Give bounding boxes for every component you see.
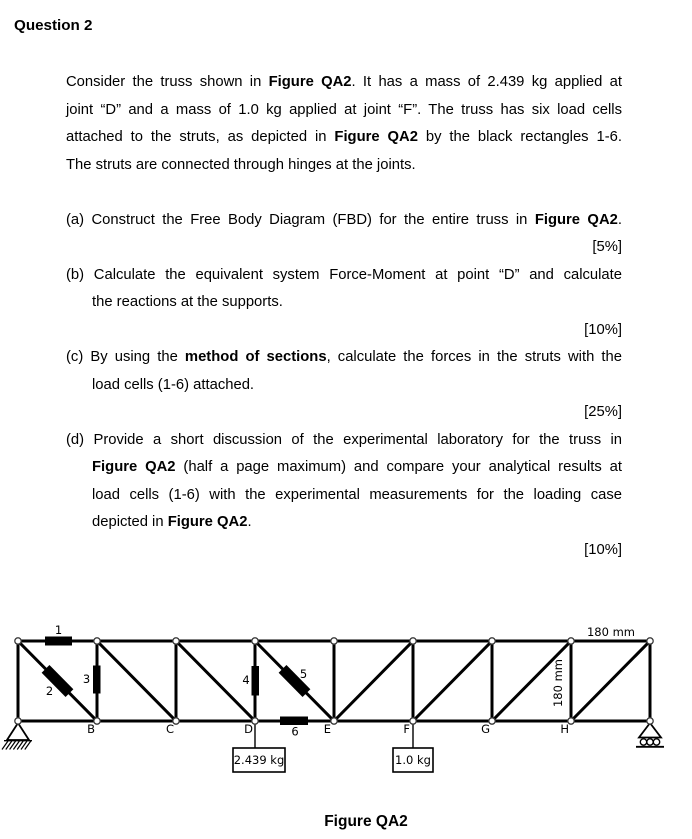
intro-text: Consider the truss shown in (66, 74, 269, 90)
figure-ref: Figure QA2 (167, 514, 248, 530)
intro-text: by the black rectangles 1-6. (417, 129, 622, 145)
diagonal-member-5 (334, 641, 413, 721)
load-cell-label-5: 5 (299, 667, 308, 681)
load-cell-1 (45, 637, 72, 646)
mark-b: [10%] (584, 321, 622, 338)
mass-label-f: 1.0 kg (395, 753, 431, 767)
mark-d: [10%] (584, 541, 622, 558)
joint-circle (410, 638, 416, 644)
joint-circle (252, 638, 258, 644)
dimension-label-top: 180 mm (586, 625, 636, 639)
question-item-c (66, 344, 622, 399)
joint-label-f: F (403, 722, 410, 736)
question-item-a (66, 207, 622, 235)
mass-label-d: 2.439 kg (233, 753, 285, 767)
pin-support-hatching (2, 741, 31, 750)
intro-line-3 (66, 124, 622, 152)
item-d-text: (half a page maximum) and compare your analytical results at (175, 459, 622, 475)
item-b-line-1: (b) Calculate the equivalent system Force-Moment at point “D” and calculate (66, 266, 622, 283)
intro-line-1 (66, 69, 622, 97)
joint-label-g: G (481, 722, 490, 736)
item-a-line-1 (66, 207, 622, 235)
method-of-sections-emphasis: method of sections (184, 349, 327, 365)
diagonal-member-2 (97, 641, 176, 721)
load-cell-label-2: 2 (45, 684, 54, 698)
question-item-d (66, 427, 622, 537)
load-cell-4 (252, 666, 260, 696)
item-c-line-1 (66, 344, 622, 372)
item-d-line-1: (d) Provide a short discussion of the experimental laboratory for the truss in (66, 431, 622, 448)
dimension-label-side: 180 mm (551, 658, 565, 708)
item-d-line-2 (66, 454, 622, 482)
item-c-text: (c) By using the (66, 349, 185, 365)
figure-ref: Figure QA2 (534, 211, 618, 228)
joint-circle (173, 638, 179, 644)
roller-support-triangle (639, 723, 661, 738)
pin-support-triangle (7, 723, 29, 740)
question-title: Question 2 (14, 17, 93, 34)
load-cell-label-3: 3 (82, 672, 91, 686)
mark-c: [25%] (584, 404, 622, 420)
joint-label-b: B (87, 722, 95, 736)
joint-circle (647, 638, 653, 644)
joint-label-c: C (165, 722, 174, 736)
item-c-text: , calculate the forces in the struts with the (326, 349, 622, 365)
figure-ref: Figure QA2 (334, 129, 418, 145)
intro-paragraph (66, 69, 622, 179)
truss-figure (0, 612, 692, 790)
roller-circle (647, 739, 653, 745)
load-cell-3 (93, 666, 101, 694)
item-a-text: (a) Construct the Free Body Diagram (FBD) for the entire truss in (66, 211, 535, 228)
roller-circle (653, 739, 659, 745)
figure-caption: Figure QA2 (324, 813, 408, 830)
joint-label-d: D (244, 722, 253, 736)
joint-circle (15, 638, 21, 644)
load-cell-label-1: 1 (54, 623, 63, 637)
diagonal-member-8 (571, 641, 650, 721)
joint-circle (331, 638, 337, 644)
joint-label-e: E (323, 722, 331, 736)
joint-circle-e (331, 718, 337, 724)
figure-ref: Figure QA2 (92, 459, 176, 475)
mark-a: [5%] (592, 239, 622, 255)
joint-circle (94, 638, 100, 644)
joint-circle-right (647, 718, 653, 724)
joint-label-h: H (560, 722, 569, 736)
load-cell-label-4: 4 (242, 673, 250, 687)
pin-support (2, 723, 32, 750)
item-d-line-4 (66, 509, 622, 537)
load-cell-label-6: 6 (291, 724, 299, 739)
item-a-text: . (617, 211, 622, 228)
item-d-line-3: load cells (1-6) with the experimental measurements for the loading case (92, 486, 622, 503)
joint-circle (489, 638, 495, 644)
intro-line-2: joint “D” and a mass of 1.0 kg applied at joint “F”. The truss has six load cells (66, 101, 622, 118)
roller-circle (640, 739, 646, 745)
figure-ref: Figure QA2 (268, 74, 352, 90)
intro-text: attached to the struts, as depicted in (66, 129, 335, 145)
diagonal-member-6 (413, 641, 492, 721)
question-item-b (66, 262, 622, 317)
item-b-line-2: the reactions at the supports. (92, 294, 283, 310)
joint-circle (568, 638, 574, 644)
joint-circle-f (410, 718, 416, 724)
item-d-text: . (247, 514, 252, 530)
item-d-text: depicted in (92, 514, 168, 530)
roller-support (636, 723, 664, 747)
intro-line-4: The struts are connected through hinges at the joints. (66, 156, 416, 173)
item-c-line-2: load cells (1-6) attached. (92, 376, 255, 393)
intro-text: . It has a mass of 2.439 kg applied at (351, 74, 622, 90)
joint-circle-a (15, 718, 21, 724)
